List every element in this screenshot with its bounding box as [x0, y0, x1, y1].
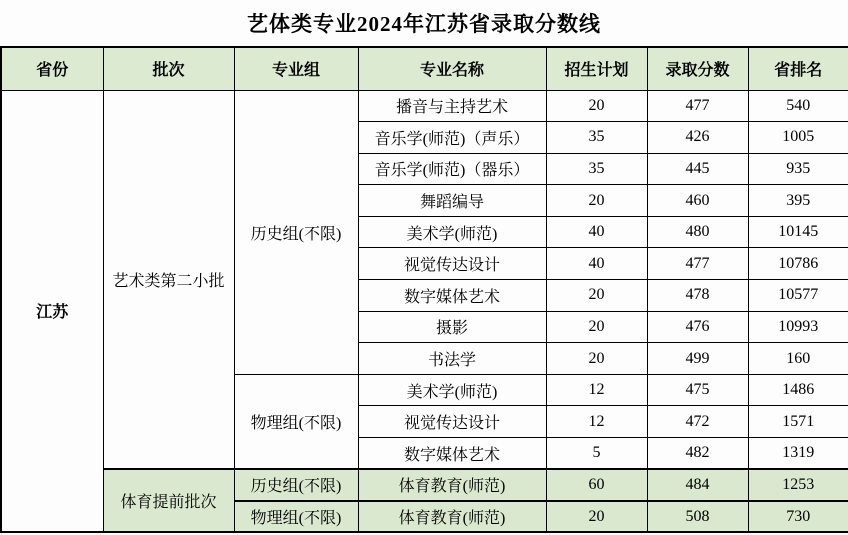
cell-major: 视觉传达设计: [358, 406, 546, 438]
cell-rank: 1319: [748, 438, 848, 470]
col-header-plan: 招生计划: [546, 47, 647, 90]
cell-rank: 1253: [748, 469, 848, 501]
col-header-major: 专业名称: [358, 47, 546, 90]
cell-plan: 20: [546, 311, 647, 343]
cell-major: 体育教育(师范): [358, 469, 546, 501]
cell-score: 508: [647, 501, 748, 533]
cell-plan: 20: [546, 501, 647, 533]
cell-batch-sport: 体育提前批次: [103, 469, 234, 532]
cell-score: 460: [647, 185, 748, 217]
cell-major: 数字媒体艺术: [358, 438, 546, 470]
cell-score: 445: [647, 153, 748, 185]
cell-major: 视觉传达设计: [358, 248, 546, 280]
cell-rank: 10577: [748, 280, 848, 312]
table-row-sport: [1, 469, 848, 501]
cell-rank: 395: [748, 185, 848, 217]
cell-score: 426: [647, 122, 748, 154]
cell-rank: 935: [748, 153, 848, 185]
cell-rank: 10786: [748, 248, 848, 280]
col-header-score: 录取分数: [647, 47, 748, 90]
cell-plan: 12: [546, 406, 647, 438]
cell-plan: 12: [546, 374, 647, 406]
cell-province: 江苏: [1, 90, 103, 532]
cell-group-sport-physics: 物理组(不限): [234, 501, 358, 533]
col-header-group: 专业组: [234, 47, 358, 90]
cell-score: 476: [647, 311, 748, 343]
cell-plan: 20: [546, 185, 647, 217]
cell-group-art-history: 历史组(不限): [234, 90, 358, 374]
cell-plan: 60: [546, 469, 647, 501]
cell-rank: 10993: [748, 311, 848, 343]
cell-major: 美术学(师范): [358, 374, 546, 406]
cell-major: 美术学(师范): [358, 216, 546, 248]
cell-score: 484: [647, 469, 748, 501]
cell-plan: 20: [546, 280, 647, 312]
cell-plan: 20: [546, 343, 647, 375]
cell-major: 数字媒体艺术: [358, 280, 546, 312]
col-header-province: 省份: [1, 47, 103, 90]
cell-rank: 1005: [748, 122, 848, 154]
col-header-rank: 省排名: [748, 47, 848, 90]
cell-plan: 40: [546, 248, 647, 280]
cell-major: 播音与主持艺术: [358, 90, 546, 122]
cell-score: 477: [647, 90, 748, 122]
table-row: [1, 90, 848, 122]
cell-plan: 35: [546, 122, 647, 154]
cell-rank: 730: [748, 501, 848, 533]
cell-major: 舞蹈编导: [358, 185, 546, 217]
cell-rank: 1486: [748, 374, 848, 406]
cell-group-art-physics: 物理组(不限): [234, 374, 358, 469]
cell-score: 482: [647, 438, 748, 470]
cell-score: 475: [647, 374, 748, 406]
cell-score: 478: [647, 280, 748, 312]
cell-rank: 540: [748, 90, 848, 122]
cell-score: 472: [647, 406, 748, 438]
col-header-batch: 批次: [103, 47, 234, 90]
cell-major: 摄影: [358, 311, 546, 343]
header-row: [1, 47, 848, 90]
cell-score: 499: [647, 343, 748, 375]
page-title: 艺体类专业2024年江苏省录取分数线: [247, 12, 601, 36]
cell-plan: 35: [546, 153, 647, 185]
cell-group-sport-history: 历史组(不限): [234, 469, 358, 501]
cell-plan: 40: [546, 216, 647, 248]
admission-scores-table: [0, 46, 848, 533]
cell-plan: 20: [546, 90, 647, 122]
cell-rank: 1571: [748, 406, 848, 438]
cell-batch-art: 艺术类第二小批: [103, 90, 234, 469]
cell-major: 体育教育(师范): [358, 501, 546, 533]
cell-major: 书法学: [358, 343, 546, 375]
cell-rank: 160: [748, 343, 848, 375]
cell-major: 音乐学(师范)（声乐）: [358, 122, 546, 154]
title-bar: [0, 0, 848, 46]
cell-rank: 10145: [748, 216, 848, 248]
cell-major: 音乐学(师范)（器乐）: [358, 153, 546, 185]
cell-score: 477: [647, 248, 748, 280]
cell-plan: 5: [546, 438, 647, 470]
cell-score: 480: [647, 216, 748, 248]
